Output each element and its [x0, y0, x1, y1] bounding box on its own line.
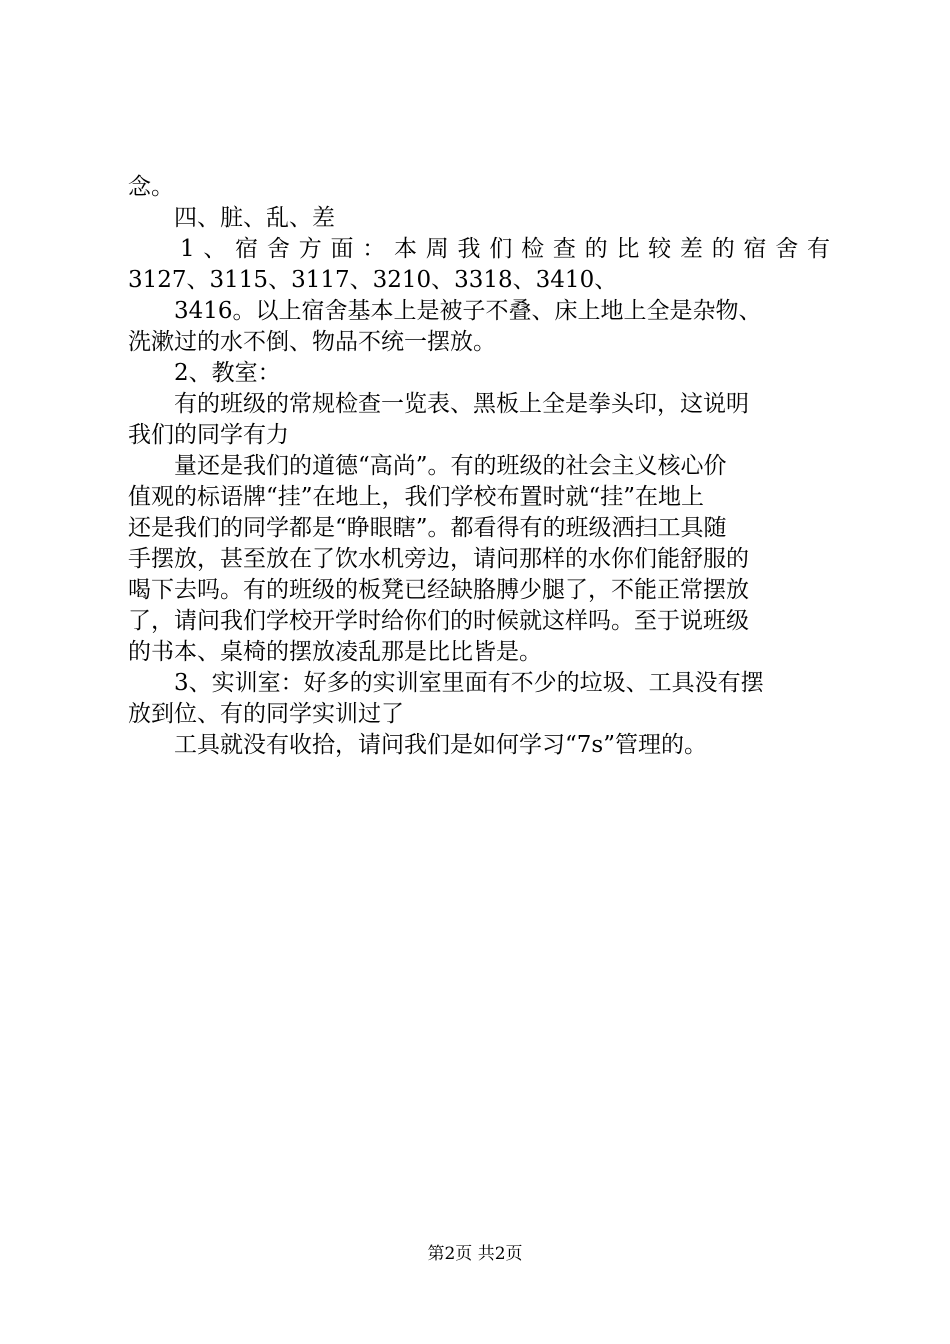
text-line: 念。 [128, 174, 174, 200]
document-body [128, 172, 830, 761]
text-line: 3416。以上宿舍基本上是被子不叠、床上地上全是杂物、 [174, 298, 762, 324]
subsection-heading: 3、实训室：好多的实训室里面有不少的垃圾、工具没有摆 [174, 670, 764, 696]
text-line: 1、宿舍方面：本周我们检查的比较差的宿舍有 [180, 236, 830, 262]
text-line: 洗漱过的水不倒、物品不统一摆放。 [128, 329, 496, 355]
text-line: 手摆放，甚至放在了饮水机旁边，请问那样的水你们能舒服的 [128, 546, 749, 572]
text-line: 还是我们的同学都是“睁眼瞎”。都看得有的班级洒扫工具随 [128, 515, 727, 541]
text-line: 喝下去吗。有的班级的板凳已经缺胳膊少腿了，不能正常摆放 [128, 577, 749, 603]
text-line: 我们的同学有力 [128, 422, 289, 448]
text-line: 工具就没有收拾，请问我们是如何学习“7s”管理的。 [174, 732, 707, 758]
page-number-footer: 第2页 共2页 [427, 1244, 523, 1264]
text-line: 有的班级的常规检查一览表、黑板上全是拳头印，这说明 [174, 391, 749, 417]
text-line: 量还是我们的道德“高尚”。有的班级的社会主义核心价 [174, 453, 727, 479]
text-line: 值观的标语牌“挂”在地上，我们学校布置时就“挂”在地上 [128, 484, 705, 510]
subsection-heading: 2、教室： [174, 360, 281, 386]
text-line: 放到位、有的同学实训过了 [128, 701, 404, 727]
text-line: 3127、3115、3117、3210、3318、3410、 [128, 267, 618, 293]
section-heading: 四、脏、乱、差 [174, 205, 335, 231]
text-line: 的书本、桌椅的摆放凌乱那是比比皆是。 [128, 639, 542, 665]
text-line: 了，请问我们学校开学时给你们的时候就这样吗。至于说班级 [128, 608, 749, 634]
